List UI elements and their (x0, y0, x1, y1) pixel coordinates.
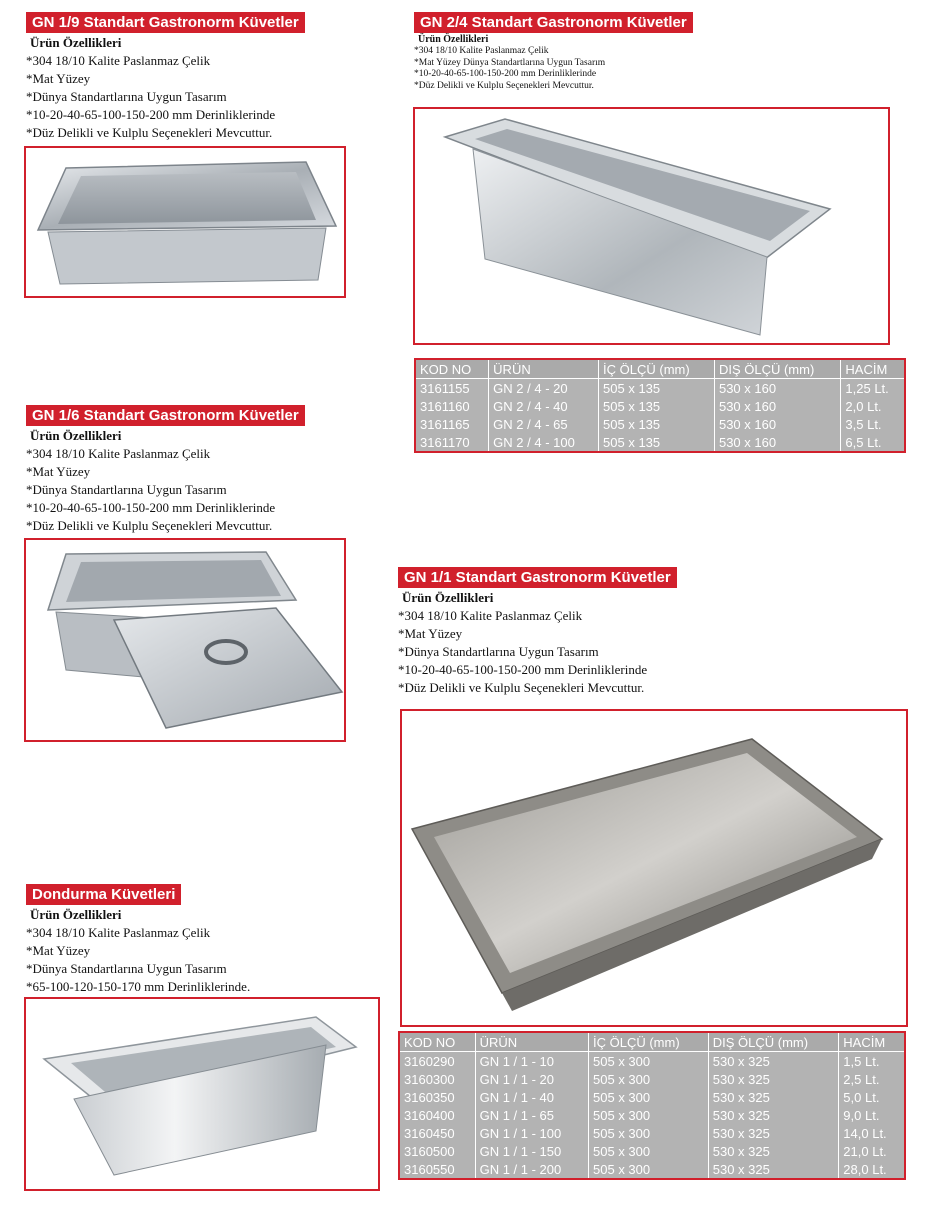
table-cell: 9,0 Lt. (843, 1107, 880, 1123)
section-title: GN 1/6 Standart Gastronorm Küvetler (26, 405, 305, 426)
table-cell: 505 x 135 (599, 433, 715, 452)
feature-list (414, 46, 693, 92)
table-cell: 3160400 (399, 1106, 475, 1124)
column-header: KOD NO (415, 359, 489, 379)
column-header: DIŞ ÖLÇÜ (mm) (708, 1032, 839, 1052)
feature-item: *Mat Yüzey (398, 626, 463, 641)
table-cell: 505 x 300 (589, 1106, 709, 1124)
spec-table-gn24 (414, 358, 906, 453)
table-row (399, 1142, 905, 1160)
table-cell: 28,0 Lt. (843, 1161, 887, 1177)
table-cell: 3160300 (399, 1070, 475, 1088)
table-row (399, 1088, 905, 1106)
table-cell: 3160500 (399, 1142, 475, 1160)
column-header: HACİM (841, 359, 905, 379)
table-cell: 3,5 Lt. (845, 416, 882, 432)
table-cell: GN 1 / 1 - 20 (475, 1070, 588, 1088)
table-cell: 530 x 325 (708, 1052, 839, 1071)
feature-item: *10-20-40-65-100-150-200 mm Derinliklerinde (414, 69, 597, 79)
product-image-dondurma (24, 997, 380, 1191)
feature-item: *10-20-40-65-100-150-200 mm Derinliklerinde (398, 662, 648, 677)
section-title: Dondurma Küvetleri (26, 884, 181, 905)
table-cell: 14,0 Lt. (843, 1125, 887, 1141)
table-cell: 530 x 325 (708, 1088, 839, 1106)
table-cell: GN 1 / 1 - 100 (475, 1124, 588, 1142)
feature-item: *Dünya Standartlarına Uygun Tasarım (398, 644, 599, 659)
table-cell: 505 x 300 (589, 1070, 709, 1088)
table-header-row (399, 1032, 905, 1052)
table-cell: 530 x 325 (708, 1070, 839, 1088)
table-cell: GN 2 / 4 - 100 (489, 433, 599, 452)
table-cell: 3161170 (415, 433, 489, 452)
table-cell: 505 x 300 (589, 1088, 709, 1106)
table-header-row (415, 359, 905, 379)
table-cell: 2,5 Lt. (843, 1071, 880, 1087)
table-row (399, 1070, 905, 1088)
product-image-gn16 (24, 538, 346, 742)
feature-item: *Mat Yüzey (26, 943, 91, 958)
feature-item: *304 18/10 Kalite Paslanmaz Çelik (414, 46, 549, 56)
section-title: GN 2/4 Standart Gastronorm Küvetler (414, 12, 693, 33)
feature-item: *Dünya Standartlarına Uygun Tasarım (26, 482, 227, 497)
column-header: ÜRÜN (475, 1032, 588, 1052)
column-header: İÇ ÖLÇÜ (mm) (599, 359, 715, 379)
feature-list (26, 52, 305, 142)
feature-item: *Mat Yüzey Dünya Standartlarına Uygun Tasarım (414, 57, 606, 68)
table-cell: 21,0 Lt. (843, 1143, 887, 1159)
table-cell: 530 x 160 (714, 379, 840, 398)
table-cell: 530 x 325 (708, 1160, 839, 1179)
section-subtitle: Ürün Özellikleri (418, 34, 489, 45)
table-cell: GN 1 / 1 - 65 (475, 1106, 588, 1124)
table-cell: 3161165 (415, 415, 489, 433)
feature-list (398, 607, 677, 697)
feature-item: *304 18/10 Kalite Paslanmaz Çelik (398, 608, 583, 623)
feature-item: *10-20-40-65-100-150-200 mm Derinliklerinde (26, 500, 276, 515)
table-cell: 2,0 Lt. (845, 398, 882, 414)
table-cell: GN 2 / 4 - 20 (489, 379, 599, 398)
table-cell: 6,5 Lt. (845, 434, 882, 450)
feature-item: *Mat Yüzey (26, 464, 91, 479)
section-gn19 (26, 12, 305, 142)
feature-item: *Düz Delikli ve Kulplu Seçenekleri Mevcuttur. (26, 518, 273, 533)
table-cell: GN 1 / 1 - 200 (475, 1160, 588, 1179)
section-subtitle: Ürün Özellikleri (30, 428, 122, 443)
section-subtitle: Ürün Özellikleri (30, 907, 122, 922)
column-header: HACİM (839, 1032, 905, 1052)
product-image-gn24 (413, 107, 890, 345)
table-cell: 3160290 (399, 1052, 475, 1071)
section-subtitle: Ürün Özellikleri (402, 590, 494, 605)
table-cell: 3160350 (399, 1088, 475, 1106)
table-cell: GN 2 / 4 - 40 (489, 397, 599, 415)
table-cell: 505 x 300 (589, 1160, 709, 1179)
table-cell: 530 x 160 (714, 397, 840, 415)
section-dondurma (26, 884, 250, 996)
section-gn24 (414, 12, 693, 92)
table-cell: 530 x 325 (708, 1106, 839, 1124)
table-cell: 1,25 Lt. (845, 380, 889, 396)
section-title: GN 1/1 Standart Gastronorm Küvetler (398, 567, 677, 588)
table-cell: 505 x 300 (589, 1052, 709, 1071)
spec-table-gn11 (398, 1031, 906, 1180)
table-cell: 505 x 300 (589, 1142, 709, 1160)
column-header: DIŞ ÖLÇÜ (mm) (714, 359, 840, 379)
table-cell: 530 x 325 (708, 1142, 839, 1160)
section-title: GN 1/9 Standart Gastronorm Küvetler (26, 12, 305, 33)
table-row (415, 379, 905, 398)
product-image-gn19 (24, 146, 346, 298)
table-cell: 1,5 Lt. (843, 1053, 880, 1069)
feature-item: *10-20-40-65-100-150-200 mm Derinliklerinde (26, 107, 276, 122)
feature-list (26, 924, 250, 996)
table-cell: 530 x 325 (708, 1124, 839, 1142)
table-cell: 3161160 (415, 397, 489, 415)
table-row (399, 1160, 905, 1179)
feature-item: *Dünya Standartlarına Uygun Tasarım (26, 89, 227, 104)
table-cell: 505 x 135 (599, 379, 715, 398)
table-cell: 505 x 300 (589, 1124, 709, 1142)
table-row (399, 1106, 905, 1124)
table-cell: 5,0 Lt. (843, 1089, 880, 1105)
table-cell: 505 x 135 (599, 415, 715, 433)
product-image-gn11 (400, 709, 908, 1027)
table-row (399, 1052, 905, 1071)
column-header: KOD NO (399, 1032, 475, 1052)
table-cell: GN 1 / 1 - 150 (475, 1142, 588, 1160)
table-cell: 3160550 (399, 1160, 475, 1179)
feature-item: *Düz Delikli ve Kulplu Seçenekleri Mevcuttur. (26, 125, 273, 140)
feature-item: *304 18/10 Kalite Paslanmaz Çelik (26, 53, 211, 68)
table-row (415, 415, 905, 433)
table-cell: GN 1 / 1 - 40 (475, 1088, 588, 1106)
column-header: İÇ ÖLÇÜ (mm) (589, 1032, 709, 1052)
feature-item: *65-100-120-150-170 mm Derinliklerinde. (26, 979, 251, 994)
feature-item: *Düz Delikli ve Kulplu Seçenekleri Mevcuttur. (414, 80, 594, 91)
feature-item: *Dünya Standartlarına Uygun Tasarım (26, 961, 227, 976)
feature-item: *Düz Delikli ve Kulplu Seçenekleri Mevcuttur. (398, 680, 645, 695)
section-gn11 (398, 567, 677, 697)
table-row (415, 433, 905, 452)
column-header: ÜRÜN (489, 359, 599, 379)
section-subtitle: Ürün Özellikleri (30, 35, 122, 50)
feature-item: *304 18/10 Kalite Paslanmaz Çelik (26, 446, 211, 461)
feature-item: *304 18/10 Kalite Paslanmaz Çelik (26, 925, 211, 940)
table-cell: GN 2 / 4 - 65 (489, 415, 599, 433)
table-cell: GN 1 / 1 - 10 (475, 1052, 588, 1071)
table-row (415, 397, 905, 415)
table-row (399, 1124, 905, 1142)
table-cell: 505 x 135 (599, 397, 715, 415)
table-cell: 3161155 (415, 379, 489, 398)
table-cell: 530 x 160 (714, 415, 840, 433)
table-cell: 3160450 (399, 1124, 475, 1142)
table-cell: 530 x 160 (714, 433, 840, 452)
feature-item: *Mat Yüzey (26, 71, 91, 86)
section-gn16 (26, 405, 305, 535)
feature-list (26, 445, 305, 535)
